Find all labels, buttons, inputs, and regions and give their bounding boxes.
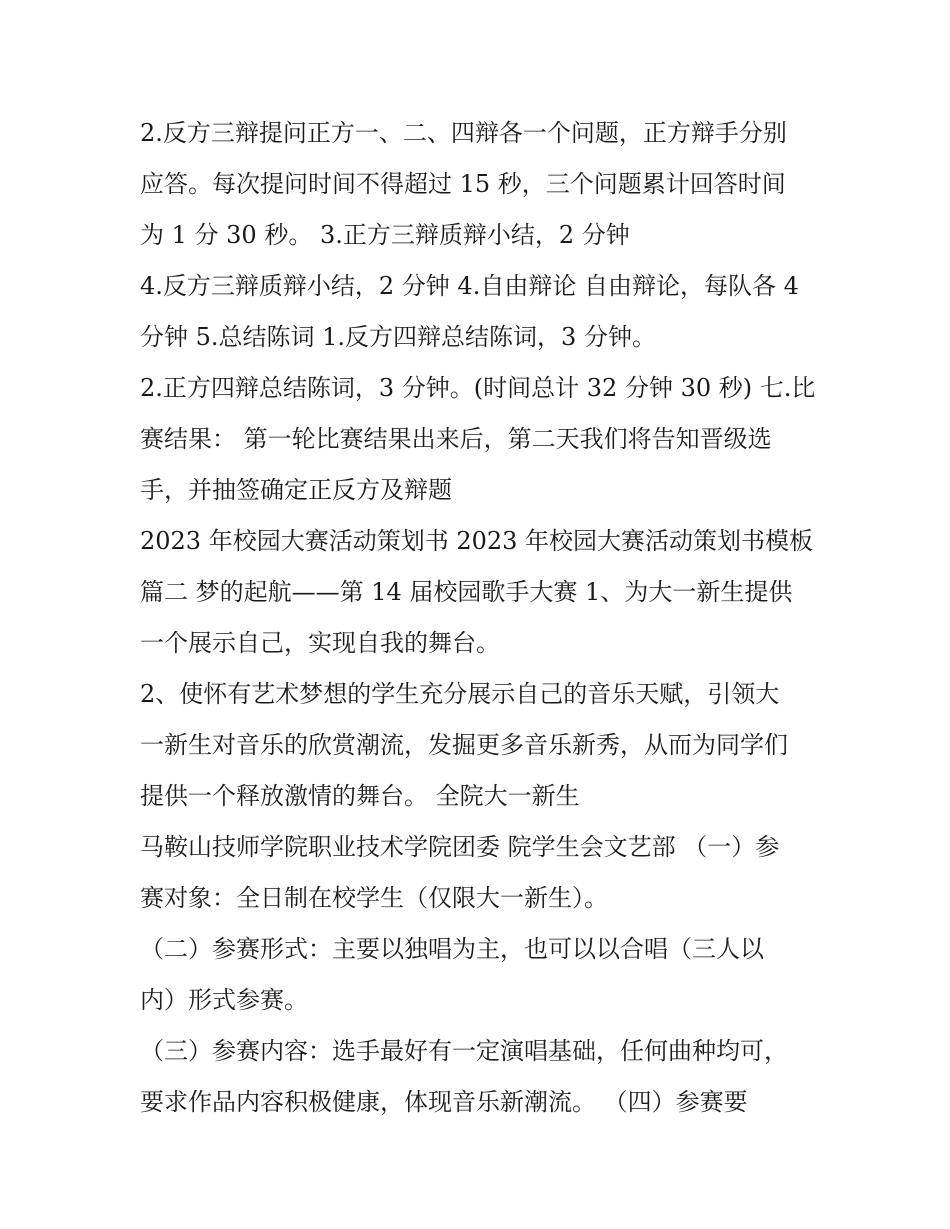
text-line: 分钟 5.总结陈词 1.反方四辩总结陈词，3 分钟。 [140, 323, 656, 351]
text-line: 马鞍山技师学院职业技术学院团委 院学生会文艺部 （一）参 [140, 833, 780, 861]
text-line: 要求作品内容积极健康，体现音乐新潮流。 （四）参赛要 [140, 1088, 748, 1116]
document-text-body [140, 108, 830, 1128]
text-line: （三）参赛内容：选手最好有一定演唱基础，任何曲种均可， [140, 1037, 788, 1065]
text-line: 篇二 梦的起航——第 14 届校园歌手大赛 1、为大一新生提供 [140, 578, 793, 606]
text-line: 赛结果： 第一轮比赛结果出来后，第二天我们将告知晋级选 [140, 425, 772, 453]
text-line: 提供一个释放激情的舞台。 全院大一新生 [140, 782, 580, 810]
text-line: 2、使怀有艺术梦想的学生充分展示自己的音乐天赋，引领大 [140, 680, 780, 708]
text-line: 为 1 分 30 秒。 3.正方三辩质辩小结，2 分钟 [140, 221, 630, 249]
text-line: 内）形式参赛。 [140, 986, 308, 1014]
text-line: 2.正方四辩总结陈词，3 分钟。(时间总计 32 分钟 30 秒) 七.比 [140, 374, 816, 402]
text-line: 2.反方三辩提问正方一、二、四辩各一个问题，正方辩手分别 [140, 119, 787, 147]
text-line: 手，并抽签确定正反方及辩题 [140, 476, 452, 504]
text-line: （二）参赛形式：主要以独唱为主，也可以以合唱（三人以 [140, 935, 764, 963]
text-line: 一个展示自己，实现自我的舞台。 [140, 629, 500, 657]
text-line: 赛对象：全日制在校学生（仅限大一新生）。 [140, 884, 608, 912]
text-line: 一新生对音乐的欣赏潮流，发掘更多音乐新秀，从而为同学们 [140, 731, 788, 759]
text-line: 4.反方三辩质辩小结，2 分钟 4.自由辩论 自由辩论，每队各 4 [140, 272, 799, 300]
text-line: 2023 年校园大赛活动策划书 2023 年校园大赛活动策划书模板 [140, 527, 814, 555]
text-line: 应答。每次提问时间不得超过 15 秒，三个问题累计回答时间 [140, 170, 786, 198]
